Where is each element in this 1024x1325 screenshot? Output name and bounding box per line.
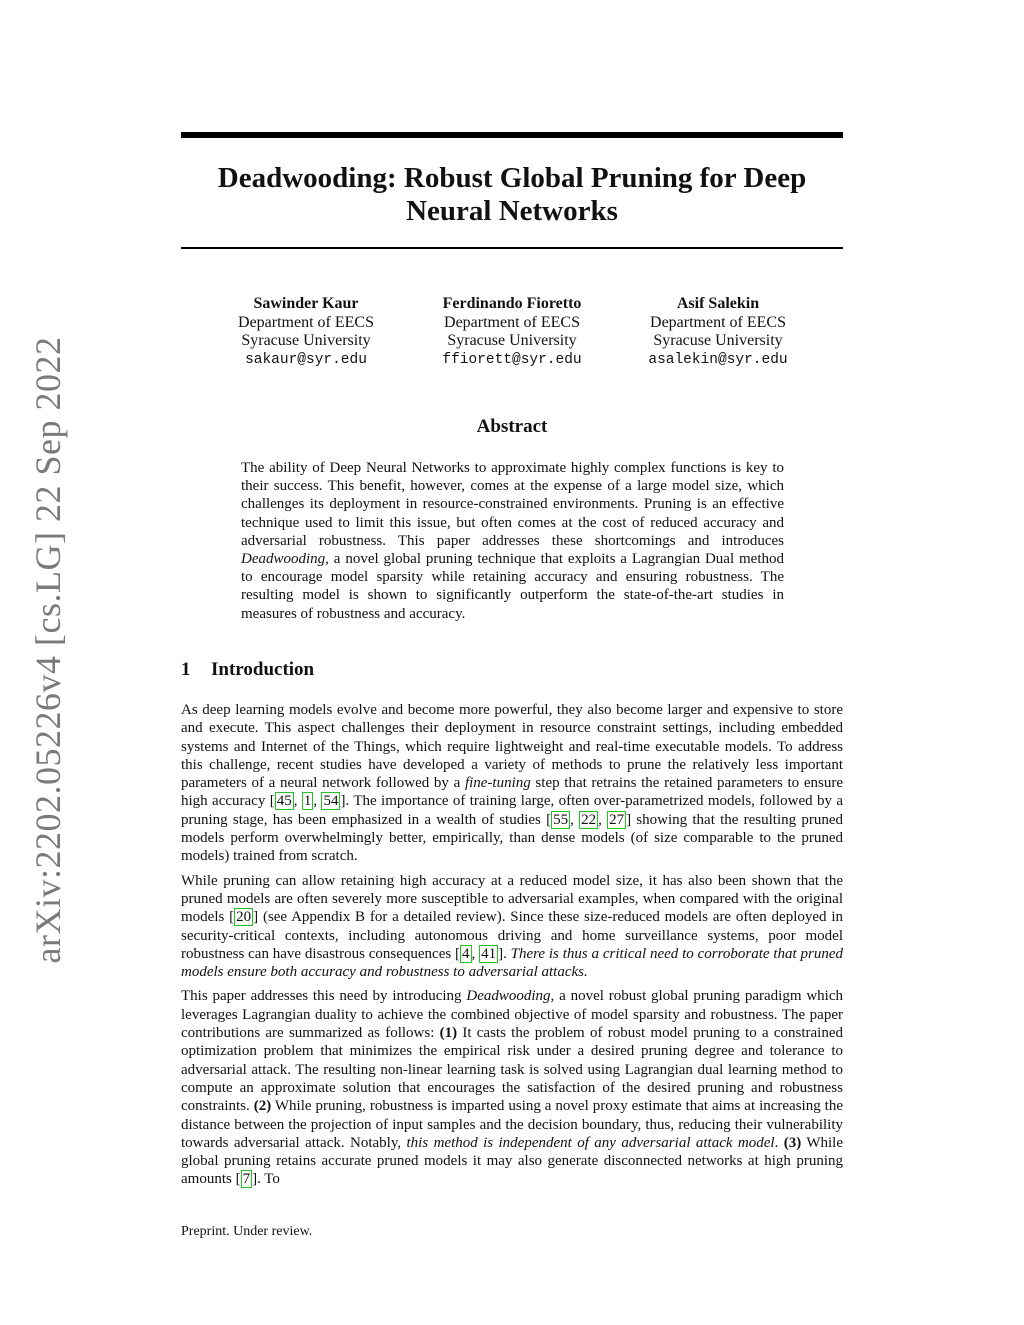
author-email: asalekin@syr.edu (648, 351, 788, 368)
paragraph-1 (181, 701, 843, 866)
author-department: Department of EECS (444, 313, 580, 331)
citation-link[interactable]: 1 (303, 793, 312, 810)
paragraph-text: As deep learning models evolve and become more powerful, they also become larger and expensive to store and execute. This aspect challenges their deployment in resource constraint settings, including embedded systems and Internet of the Things, which require lightweight and real-time executable models. To address this challenge, recent studies have developed a variety of methods to prune the relatively less important parameters of a neural network followed by a (181, 702, 843, 792)
paragraph-text: , a novel robust global pruning paradigm which leverages Lagrangian duality to achieve the combined objective of model sparsity and robustness. The paper contributions are summarized as follows: (181, 988, 843, 1042)
paragraph-3 (181, 987, 843, 1188)
paragraph-text: While pruning, robustness is imparted using a novel proxy estimate that aims at increasing the distance between the projection of input samples and the decision boundary, thus, reducing their vulnerability towards adversarial attack. Notably, (181, 1098, 843, 1151)
author-university: Syracuse University (241, 332, 371, 349)
abstract-text (241, 459, 784, 623)
paragraph-text: This paper addresses this need by introducing (181, 988, 467, 1005)
author-name: Asif Salekin (676, 295, 760, 312)
author-email: sakaur@syr.edu (245, 351, 367, 368)
paragraph-text: ]. The importance of training large, often over-parametrized models, followed by a pruning stage, has been emphasized in a wealth of studies [ (181, 793, 844, 828)
paragraph-text: ]. To (252, 1171, 280, 1188)
citation-link[interactable]: 22 (581, 811, 597, 828)
citation-link[interactable]: 45 (276, 793, 292, 810)
author-name: Ferdinando Fioretto (442, 295, 582, 312)
contribution-marker: (3) (783, 1134, 802, 1151)
emphasis-text: this method is independent of any adversarial attack model (406, 1134, 775, 1151)
author-1 (196, 295, 416, 369)
abstract-text-part: The ability of Deep Neural Networks to approximate highly complex functions is key to their success. This benefit, however, comes at the expense of a large model size, which challenges its deployment in resource-constrained environments. Pruning is an effective technique used to limit this issue, but often comes at the cost of reduced accuracy and adversarial robustness. This paper addresses these shortcomings and introduces (241, 460, 784, 549)
contribution-marker: (2) (253, 1098, 272, 1115)
paragraph-text: step that retrains the retained parameters to ensure high accuracy [ (181, 775, 844, 810)
paragraph-2 (181, 872, 843, 982)
author-email: ffiorett@syr.edu (442, 351, 582, 368)
author-department: Department of EECS (238, 313, 374, 331)
author-3 (608, 295, 828, 369)
author-name: Sawinder Kaur (253, 295, 359, 312)
abstract-heading: Abstract (476, 416, 548, 437)
title-line-1: Deadwooding: Robust Global Pruning for Deep (217, 162, 807, 194)
citation-link[interactable]: 41 (481, 945, 497, 962)
section-number: 1 (181, 659, 191, 680)
citation-link[interactable]: 20 (236, 909, 252, 926)
citation-separator: , (570, 811, 580, 828)
paragraph-text: While global pruning retains accurate pruned models it may also generate disconnected networks at high pruning amounts [ (181, 1134, 843, 1188)
arxiv-date: 22 Sep 2022 (28, 336, 68, 523)
title-top-rule (181, 132, 843, 138)
citation-separator: , (293, 793, 302, 810)
citation-link[interactable]: 54 (323, 793, 339, 810)
paragraph-text: ]. (498, 945, 511, 962)
footer-note: Preprint. Under review. (181, 1224, 313, 1239)
contribution-marker: (1) (439, 1025, 458, 1042)
paragraph-text: . (774, 1134, 784, 1151)
introduction-body (181, 701, 843, 1195)
paper-title (181, 162, 843, 228)
section-title: Introduction (211, 659, 315, 680)
author-2 (402, 295, 622, 369)
abstract-emphasis: Deadwooding (241, 551, 326, 568)
abstract-text-part: , a novel global pruning technique that exploits a Lagrangian Dual method to encourage model sparsity while retaining accuracy and ensuring robustness. The resulting model is shown to significantly outperform the state-of-the-art studies in measures of robustness and accuracy. (241, 551, 784, 622)
paragraph-text: While pruning can allow retaining high accuracy at a reduced model size, it has also been shown that the pruned models are often severely more susceptible to adversarial examples, when compared with the original models [ (181, 872, 843, 926)
author-department: Department of EECS (650, 313, 786, 331)
arxiv-identifier-stamp (27, 337, 69, 964)
emphasis-text: There is thus a critical need to corroborate that pruned models ensure both accuracy and robustness to adversarial attacks. (181, 945, 844, 981)
title-bottom-rule (181, 247, 843, 249)
paragraph-text: ] showing that the resulting pruned models perform overwhelmingly better, empirically, than dense models (of size comparable to the pruned models) trained from scratch. (181, 811, 844, 865)
paragraph-text: It casts the problem of robust model pruning to a constrained optimization problem that minimizes the empirical risk under a desired pruning degree and tolerance to adversarial attack. The resulting non-linear learning task is solved using Lagrangian dual learning method to compute an approximate solution that encourages the satisfaction of the desired pruning and robustness constraints. (181, 1025, 844, 1115)
title-line-2: Neural Networks (406, 195, 618, 227)
author-university: Syracuse University (653, 332, 783, 349)
citation-link[interactable]: 4 (462, 945, 470, 962)
citation-link[interactable]: 7 (242, 1171, 251, 1188)
arxiv-category: [cs.LG] (28, 531, 68, 646)
arxiv-id: arXiv:2202.05226v4 (28, 655, 68, 964)
citation-link[interactable]: 55 (553, 811, 569, 828)
emphasis-text: Deadwooding (466, 988, 551, 1005)
emphasis-text: fine-tuning (464, 775, 531, 792)
paragraph-text: ] (see Appendix B for a detailed review). Since these size-reduced models are often deployed in security-critical contexts, including autonomous driving and home surveillance systems, poor model robustness can have disastrous consequences [ (181, 909, 843, 962)
author-university: Syracuse University (447, 332, 577, 349)
citation-link[interactable]: 27 (609, 811, 625, 828)
citation-separator: , (471, 945, 480, 962)
citation-separator: , (313, 793, 322, 810)
section-heading-introduction (181, 659, 314, 681)
citation-separator: , (598, 811, 608, 828)
